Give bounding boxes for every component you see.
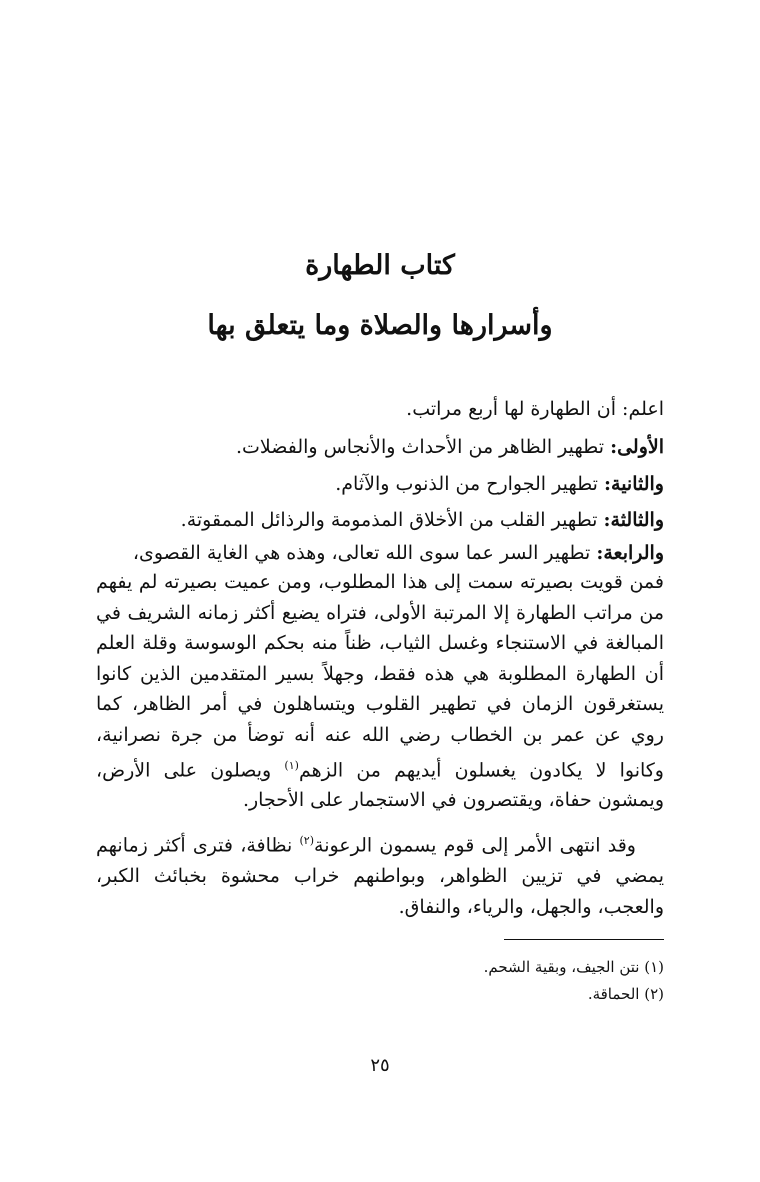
page-number: ٢٥ (370, 1055, 390, 1076)
rank-third-text: تطهير القلب من الأخلاق المذمومة والرذائل الممقوتة. (180, 509, 604, 531)
footnote-marker-1: (١) (284, 758, 299, 772)
intro-line: اعلم: أن الطهارة لها أربع مراتب. (406, 398, 664, 420)
rank-second-text: تطهير الجوارح من الذنوب والآثام. (335, 473, 604, 495)
rank-third (104, 505, 664, 535)
paragraph-1 (96, 567, 664, 816)
rank-first-text: تطهير الظاهر من الأحداث والأنجاس والفضلات. (235, 436, 611, 458)
rank-first-lead: الأولى: (610, 436, 664, 458)
paragraph-2-text-b: نظافة، فترى أكثر زمانهم يمضي في تزيين الظواهر، وبواطنهم خراب محشوة بخبائث الكبر، والعجب، والجهل، والرياء، والنفاق. (96, 834, 664, 918)
footnote-divider (504, 939, 664, 940)
rank-second-lead: والثانية: (604, 473, 664, 495)
paragraph-1-text-a: فمن قويت بصيرته سمت إلى هذا المطلوب، ومن عميت بصيرته لم يفهم من مراتب الطهارة إلا المرتبة الأولى، فتراه يضيع أكثر زمانه الشريف في المبالغة في الاستنجاء وغسل الثياب، ظناً منه بحكم الوسوسة وقلة العلم أن الطهارة المطلوبة هي هذه فقط، وجهلاً بسير المتقدمين الذين كانوا يستغرقون الزمان في تطهير القلوب ويتساهلون في أمر الظاهر، كما روي عن عمر بن الخطاب رضي الله عنه أنه توضأ من جرة نصرانية، وكانوا لا يكادون يغسلون أيديهم من الزهم (96, 571, 664, 781)
rank-first (104, 432, 664, 462)
footnote-1: (١) نتن الجيف، وبقية الشحم. (483, 958, 664, 976)
paragraph-2-text-a: وقد انتهى الأمر إلى قوم يسمون الرعونة (314, 834, 636, 857)
paragraph-2 (96, 826, 664, 922)
rank-fourth-text: تطهير السر عما سوى الله تعالى، وهذه هي الغاية القصوى، (132, 542, 597, 564)
footnote-2: (٢) الحماقة. (587, 985, 664, 1003)
rank-third-lead: والثالثة: (603, 509, 664, 531)
chapter-subtitle: وأسرارها والصلاة وما يتعلق بها (207, 310, 553, 341)
footnote-marker-2: (٢) (299, 834, 315, 847)
rank-fourth (104, 538, 664, 568)
rank-second (104, 469, 664, 499)
chapter-title: كتاب الطهارة (305, 250, 455, 281)
paragraph-1-text-b: ويصلون على الأرض، ويمشون حفاة، ويقتصرون في الاستجمار على الأحجار. (96, 758, 664, 812)
rank-fourth-lead: والرابعة: (596, 542, 664, 564)
